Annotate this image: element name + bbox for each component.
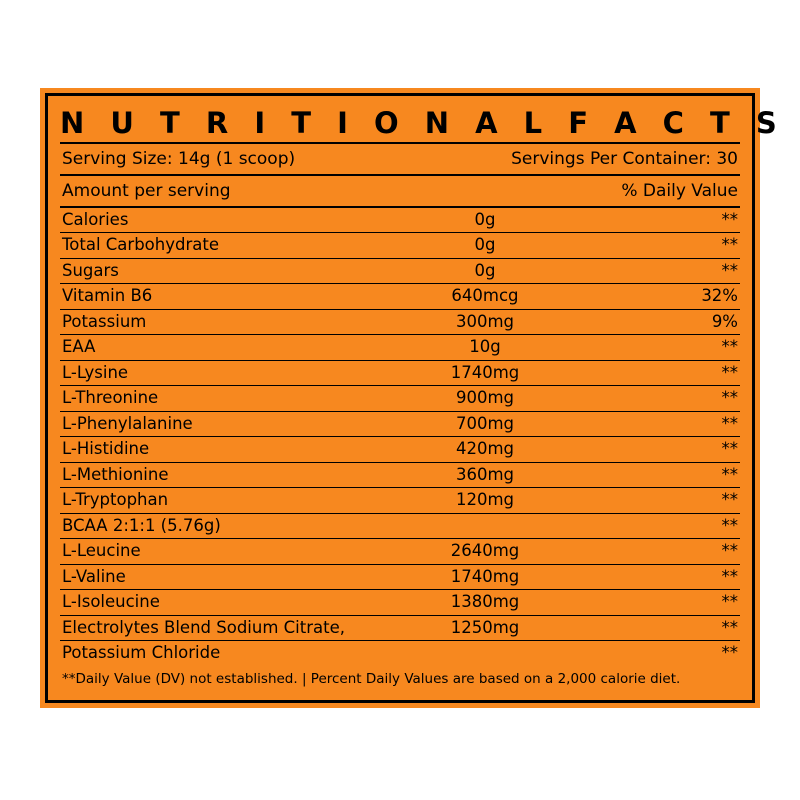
nutrient-amount: 2640mg <box>373 539 597 564</box>
nutrient-amount: 900mg <box>373 386 597 411</box>
servings-per-container-label: Servings Per Container: 30 <box>511 149 738 169</box>
amount-per-serving-row <box>60 176 740 206</box>
daily-value-header: % Daily Value <box>621 181 738 201</box>
nutrient-amount: 0g <box>373 208 597 233</box>
nutrient-amount: 420mg <box>373 437 597 462</box>
nutrient-name: L-Methionine <box>60 462 373 487</box>
nutrient-daily-value: ** <box>597 488 740 513</box>
table-row <box>60 590 740 615</box>
footnote: **Daily Value (DV) not established. | Percent Daily Values are based on a 2,000 calorie diet. <box>62 671 681 688</box>
table-row <box>60 539 740 564</box>
nutrient-name: EAA <box>60 335 373 360</box>
nutrient-name: BCAA 2:1:1 (5.76g) <box>60 513 373 538</box>
nutrient-name: L-Valine <box>60 564 373 589</box>
table-row <box>60 258 740 283</box>
nutrient-amount: 700mg <box>373 411 597 436</box>
nutrition-facts-panel <box>40 88 785 708</box>
nutrient-name: L-Lysine <box>60 360 373 385</box>
nutrient-amount <box>373 640 597 665</box>
nutrient-amount: 120mg <box>373 488 597 513</box>
nutrient-name: Total Carbohydrate <box>60 233 373 258</box>
nutrient-name: Potassium Chloride <box>62 642 221 662</box>
nutrient-daily-value: 9% <box>597 309 740 334</box>
nutrient-daily-value: ** <box>597 615 740 640</box>
nutrient-name: L-Tryptophan <box>60 488 373 513</box>
nutrient-amount: 0g <box>373 258 597 283</box>
nutrient-daily-value: ** <box>597 233 740 258</box>
table-row <box>60 284 740 309</box>
nutrient-name: Sugars <box>60 258 373 283</box>
nutrient-daily-value: 32% <box>597 284 740 309</box>
table-row <box>60 462 740 487</box>
table-row <box>60 335 740 360</box>
nutrient-name: L-Isoleucine <box>60 590 373 615</box>
nutrient-name: Potassium <box>60 309 373 334</box>
table-row <box>60 437 740 462</box>
nutrient-name: L-Phenylalanine <box>60 411 373 436</box>
table-row <box>60 564 740 589</box>
nutrient-amount: 1380mg <box>373 590 597 615</box>
nutrient-amount: 300mg <box>373 309 597 334</box>
table-row <box>60 640 740 665</box>
nutrient-daily-value: ** <box>721 642 738 662</box>
nutrient-amount: 640mcg <box>373 284 597 309</box>
table-row <box>60 488 740 513</box>
nutrient-daily-value: ** <box>597 539 740 564</box>
table-row <box>60 513 740 538</box>
nutrition-facts-border <box>45 93 785 703</box>
table-row <box>60 208 740 233</box>
nutrient-name: L-Histidine <box>60 437 373 462</box>
nutrient-daily-value: ** <box>597 335 740 360</box>
table-row <box>60 360 740 385</box>
nutrient-daily-value: ** <box>597 564 740 589</box>
nutrient-name: Electrolytes Blend Sodium Citrate, <box>60 615 373 640</box>
nutrient-name: L-Leucine <box>60 539 373 564</box>
nutrient-name: Vitamin B6 <box>60 284 373 309</box>
table-row <box>60 411 740 436</box>
nutrient-daily-value: ** <box>597 258 740 283</box>
nutrient-daily-value: ** <box>597 590 740 615</box>
serving-info-row <box>60 144 740 174</box>
nutrient-amount: 1740mg <box>373 360 597 385</box>
nutrient-name: Calories <box>60 208 373 233</box>
page-title: N U T R I T I O N A L F A C T S <box>60 106 785 140</box>
table-row <box>60 386 740 411</box>
nutrient-daily-value: ** <box>597 437 740 462</box>
nutrient-daily-value: ** <box>597 513 740 538</box>
nutrient-amount: 1250mg <box>373 615 597 640</box>
nutrient-daily-value: ** <box>597 386 740 411</box>
nutrient-daily-value: ** <box>597 360 740 385</box>
nutrient-daily-value: ** <box>597 462 740 487</box>
table-row <box>60 309 740 334</box>
table-row <box>60 615 740 640</box>
amount-per-serving-label: Amount per serving <box>62 181 231 201</box>
nutrient-amount: 10g <box>373 335 597 360</box>
table-row <box>60 233 740 258</box>
nutrient-table <box>60 208 740 665</box>
nutrient-amount: 0g <box>373 233 597 258</box>
nutrient-amount <box>373 513 597 538</box>
nutrient-daily-value: ** <box>597 411 740 436</box>
serving-size-label: Serving Size: 14g (1 scoop) <box>62 149 296 169</box>
nutrient-name: L-Threonine <box>60 386 373 411</box>
nutrient-amount: 360mg <box>373 462 597 487</box>
nutrient-daily-value: ** <box>597 208 740 233</box>
nutrient-amount: 1740mg <box>373 564 597 589</box>
